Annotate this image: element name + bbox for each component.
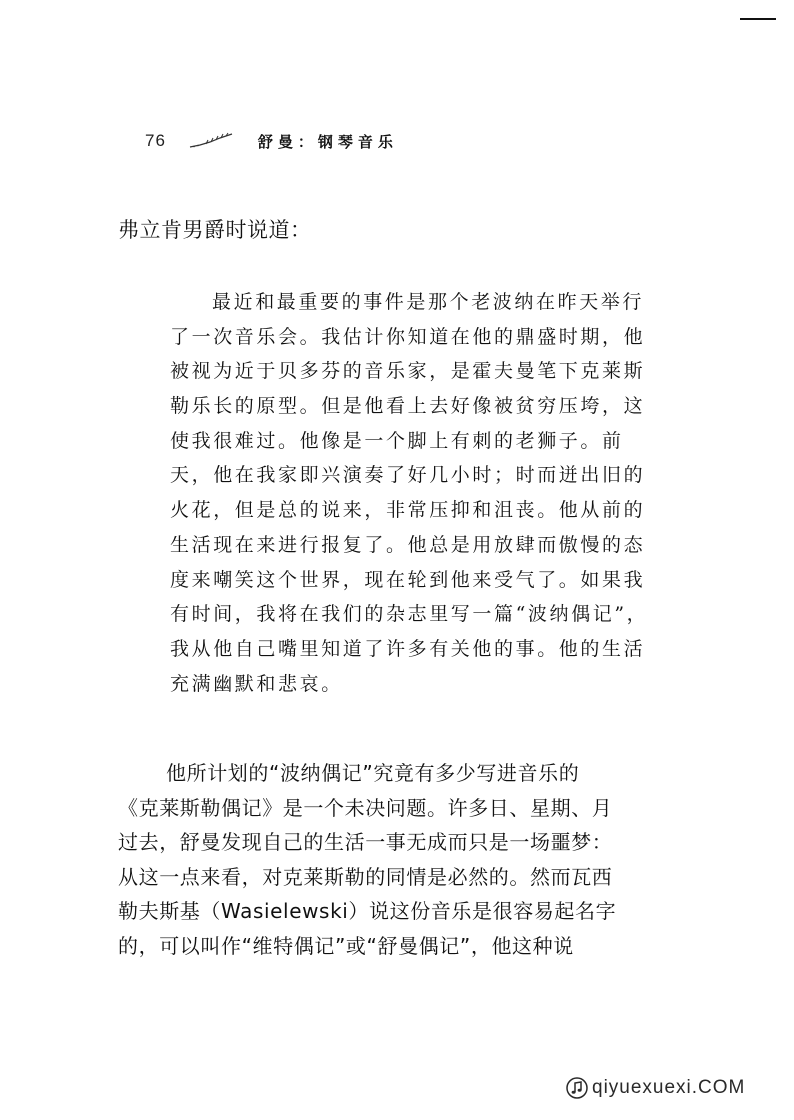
quote-line: 使我很难过。他像是一个脚上有刺的老狮子。前 [170,429,624,452]
body-line: 过去，舒曼发现自己的生活一事无成而只是一场噩梦： [118,830,613,854]
intro-line: 弗立肯男爵时说道： [118,218,312,242]
quote-line: 度来嘲笑这个世界，现在轮到他来受气了。如果我 [170,568,646,591]
quote-line: 了一次音乐会。我估计你知道在他的鼎盛时期，他 [170,325,646,348]
quill-ornament-icon [188,132,234,150]
quote-line: 被视为近于贝多芬的音乐家，是霍夫曼笔下克莱斯 [170,360,646,383]
quote-line: 我从他自己嘴里知道了许多有关他的事。他的生活 [170,637,646,660]
quote-line: 有时间，我将在我们的杂志里写一篇“波纳偶记”， [170,603,649,626]
body-line: 从这一点来看，对克莱斯勒的同情是必然的。然而瓦西 [118,864,613,889]
watermark [566,1074,745,1102]
watermark-text: qiyuexuexi.COM [592,1077,746,1098]
body-paragraph [118,756,684,963]
body-line: 《克莱斯勒偶记》是一个未决问题。许多日、星期、月 [118,795,613,820]
top-rule [740,18,776,20]
quote-line: 火花，但是总的说来，非常压抑和沮丧。他从前的 [170,499,646,522]
body-line: 他所计划的“波纳偶记”究竟有多少写进音乐的 [166,761,580,785]
quote-line: 充满幽默和悲哀。 [170,672,343,695]
quote-line: 最近和最重要的事件是那个老波纳在昨天举行 [212,291,645,313]
body-line: 的，可以叫作“维特偶记”或“舒曼偶记”，他这种说 [118,933,574,958]
music-note-logo-icon [566,1077,588,1099]
running-head [145,128,398,154]
body-line: 勒夫斯基（Wasielewski）说这份音乐是很容易起名字 [118,899,617,923]
quote-line: 勒乐长的原型。但是他看上去好像被贫穷压垮，这 [170,395,646,418]
quote-line: 生活现在来进行报复了。他总是用放肆而傲慢的态 [170,533,646,556]
quote-block [170,285,680,701]
quote-line: 天，他在我家即兴演奏了好几小时；时而迸出旧的 [170,464,646,487]
page-number: 76 [145,131,166,150]
running-title: 舒曼：钢琴音乐 [257,132,398,151]
